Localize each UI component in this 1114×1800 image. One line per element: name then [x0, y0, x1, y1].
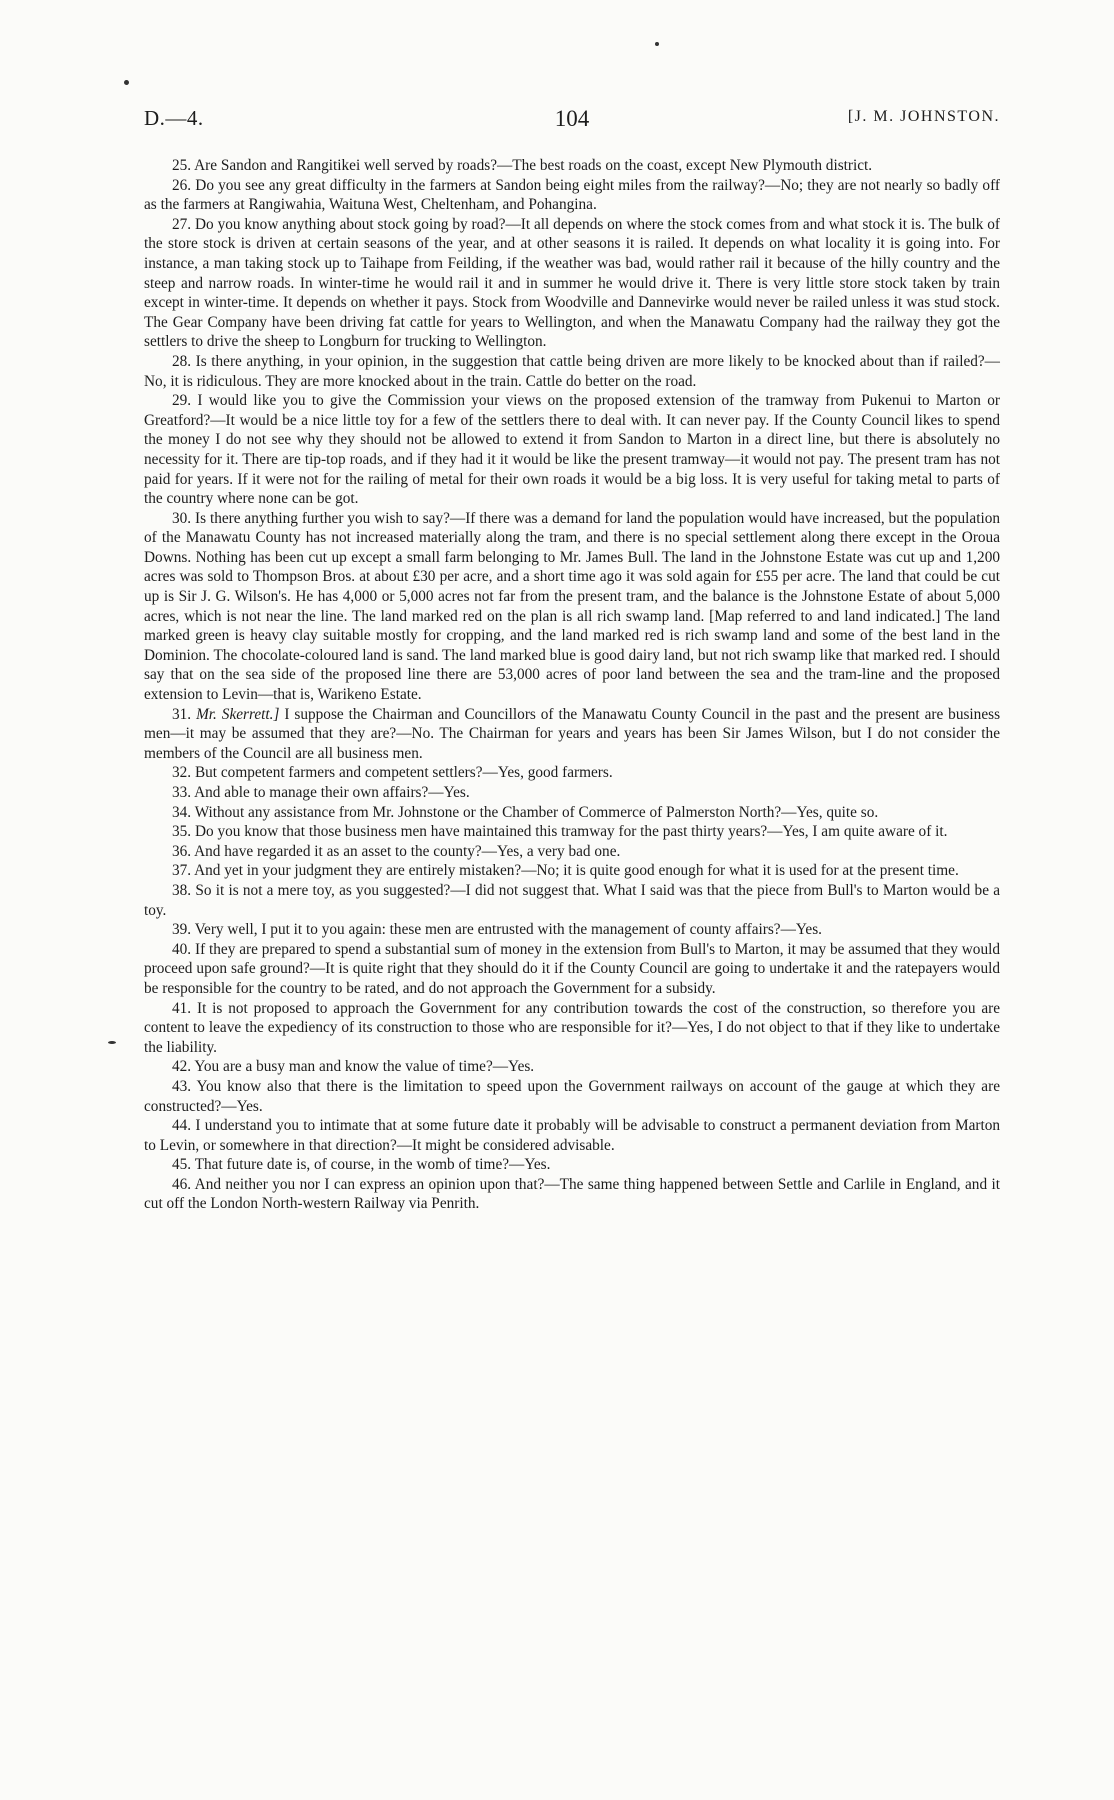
document-code: D.—4. [144, 106, 204, 130]
question-text: I would like you to give the Commission your views on the proposed extension of the tramway from Pukenui to Marton or Greatford?—It would be a nice little toy for a few of the settlers there to deal with. It can never pay. If the County Council likes to spend the money I do not see why they should not be allowed to extend it from Sandon to Marton in a direct line, but there is absolutely no necessity for it. There are tip-top roads, and if they had it it would be like the present tramway—it would not pay. The present tram has not paid for years. If it were not for the railing of metal for their own roads it would be a big loss. It is very useful for taking metal to parts of the country where none can be got. [144, 392, 1000, 508]
question-number: 32. [172, 764, 192, 782]
question-number: 46. [172, 1175, 192, 1193]
question-number: 37. [172, 862, 192, 880]
question-number: 41. [172, 999, 192, 1017]
question-text: So it is not a mere toy, as you suggested?—I did not suggest that. What I said was that the piece from Bull's to Marton would be a toy. [144, 881, 1000, 919]
question-number: 25. [172, 157, 192, 174]
question-paragraph [144, 822, 1000, 842]
question-number: 34. [172, 803, 192, 821]
testimony-body [144, 156, 1000, 1214]
question-text: And yet in your judgment they are entirely mistaken?—No; it is quite good enough for what it is used for at the present time. [194, 862, 959, 880]
question-text: It is not proposed to approach the Government for any contribution towards the cost of the construction, so therefore you are content to leave the expediency of its construction to those who are responsible for it?—Yes, I do not object to that if they like to undertake the liability. [144, 999, 1000, 1056]
question-number: 27. [172, 215, 192, 233]
page-header [144, 106, 1000, 136]
question-paragraph [144, 391, 1000, 509]
question-text: Are Sandon and Rangitikei well served by roads?—The best roads on the coast, except New Plymouth district. [194, 157, 873, 174]
question-paragraph [144, 999, 1000, 1058]
question-number: 33. [172, 784, 192, 801]
question-paragraph [144, 1116, 1000, 1155]
question-paragraph [144, 763, 1000, 783]
question-number: 39. [172, 921, 192, 939]
question-text: If they are prepared to spend a substantial sum of money in the extension from Bull's to Marton, it may be assumed that they would proceed upon safe ground?—It is quite right that they should do it if the County Council are going to undertake it and the ratepayers would be responsible for the country to be rated, and do not approach the Government for a subsidy. [144, 940, 1000, 997]
question-text: Is there anything, in your opinion, in the suggestion that cattle being driven are more likely to be knocked about than if railed?—No, it is ridiculous. They are more knocked about in the train. Cattle do better on the road. [144, 352, 1000, 390]
question-text: I understand you to intimate that at some future date it probably will be advisable to construct a permanent deviation from Marton to Levin, or somewhere in that direction?—It might be considered advisable. [144, 1117, 1001, 1154]
question-paragraph [144, 861, 1000, 881]
question-paragraph [144, 215, 1000, 352]
question-number: 44. [172, 1117, 192, 1135]
question-text: Do you know anything about stock going by road?—It all depends on where the stock comes from and what stock it is. The bulk of the store stock is driven at certain seasons of the year, and at other seasons it is railed. It depends on what locality it is going into. For instance, a man taking stock up to Taihape from Feilding, if the weather was bad, would rather rail it because of the hilly country and the steep and narrow roads. In winter-time he would rail it and in summer he would drive it. There is very little store stock taken by train except in winter-time. It depends on whether it pays. Stock from Woodville and Dannevirke would never be railed unless it was stud stock. The Gear Company have been driving fat cattle for years to Wellington, and when the Manawatu Company had the railway they got the settlers to drive the sheep to Longburn for trucking to Wellington. [144, 215, 1000, 351]
question-paragraph [144, 1077, 1000, 1116]
question-text: But competent farmers and competent settlers?—Yes, good farmers. [194, 764, 613, 782]
question-number: 43. [172, 1077, 192, 1095]
question-text: You are a busy man and know the value of time?—Yes. [194, 1058, 535, 1076]
question-number: 29. [172, 392, 192, 410]
question-text: Without any assistance from Mr. Johnstone or the Chamber of Commerce of Palmerston North?—Yes, quite so. [194, 803, 879, 821]
question-paragraph [144, 940, 1000, 999]
question-paragraph [144, 352, 1000, 391]
question-text: And have regarded it as an asset to the county?—Yes, a very bad one. [194, 842, 621, 860]
question-number: 30. [172, 509, 192, 527]
question-text: You know also that there is the limitation to speed upon the Government railways on account of the gauge at which they are constructed?—Yes. [144, 1077, 1000, 1115]
question-number: 28. [172, 352, 192, 370]
question-text: Do you know that those business men have maintained this tramway for the past thirty years?—Yes, I am quite aware of it. [194, 823, 948, 841]
question-number: 45. [172, 1156, 192, 1174]
question-paragraph [144, 881, 1000, 920]
question-paragraph [144, 920, 1000, 940]
question-text: Do you see any great difficulty in the farmers at Sandon being eight miles from the railway?—No; they are not nearly so badly off as the farmers at Rangiwahia, Waituna West, Cheltenham, and Pohangina. [144, 176, 1000, 214]
question-number: 40. [172, 940, 192, 958]
question-paragraph [144, 783, 1000, 803]
question-paragraph [144, 803, 1000, 823]
question-paragraph [144, 842, 1000, 862]
scan-speck [655, 42, 659, 46]
question-paragraph [144, 176, 1000, 215]
question-paragraph [144, 1175, 1000, 1214]
question-paragraph [144, 705, 1000, 764]
witness-name: [J. M. JOHNSTON. [847, 108, 1000, 125]
question-paragraph [144, 509, 1000, 705]
question-paragraph [144, 1155, 1000, 1175]
question-number: 35. [172, 823, 192, 841]
question-number: 31. [172, 705, 192, 723]
question-number: 38. [172, 881, 192, 899]
scan-speck [124, 80, 129, 85]
question-text: And able to manage their own affairs?—Yes. [194, 784, 470, 801]
question-text: That future date is, of course, in the womb of time?—Yes. [194, 1156, 551, 1174]
scan-speck [108, 1041, 116, 1044]
question-text: I suppose the Chairman and Councillors of the Manawatu County Council in the past and the present are business men—it may be assumed that they are?—No. The Chairman for years and years has been Sir James Wilson, but I do not consider the members of the Council are all business men. [144, 705, 1001, 762]
question-text: Is there anything further you wish to say?—If there was a demand for land the population would have increased, but the population of the Manawatu County has not increased materially along the tram, and there is no special settlement along there except in the Oroua Downs. Nothing has been cut up except a small farm belonging to Mr. James Bull. The land in the Johnstone Estate was cut up and 1,200 acres was sold to Thompson Bros. at about £30 per acre, and a short time ago it was sold again for £55 per acre. The land that could be cut up is Sir J. G. Wilson's. He has 4,000 or 5,000 acres not far from the present tram, and the balance is the Johnstone Estate of about 5,000 acres, which is not near the line. The land marked red on the plan is all rich swamp land. [Map referred to and land indicated.] The land marked green is heavy clay suitable mostly for cropping, and the land marked red is rich swamp land and some of the best land in the Dominion. The chocolate-coloured land is sand. The land marked blue is good dairy land, but not rich swamp like that marked red. I should say that on the sea side of the proposed line there are 53,000 acres of poor land between the sea and the tram-line and the proposed extension to Levin—that is, Warikeno Estate. [144, 509, 1000, 704]
speaker-label: Mr. Skerrett.] [196, 705, 280, 723]
question-number: 42. [172, 1058, 192, 1076]
question-paragraph [144, 156, 1000, 176]
question-paragraph [144, 1057, 1000, 1077]
question-number: 26. [172, 176, 192, 194]
page-number: 104 [554, 106, 590, 131]
question-text: Very well, I put it to you again: these men are entrusted with the management of county affairs?—Yes. [194, 921, 822, 939]
question-number: 36. [172, 842, 192, 860]
question-text: And neither you nor I can express an opinion upon that?—The same thing happened between Settle and Carlile in England, and it cut off the London North-western Railway via Penrith. [144, 1175, 1000, 1213]
